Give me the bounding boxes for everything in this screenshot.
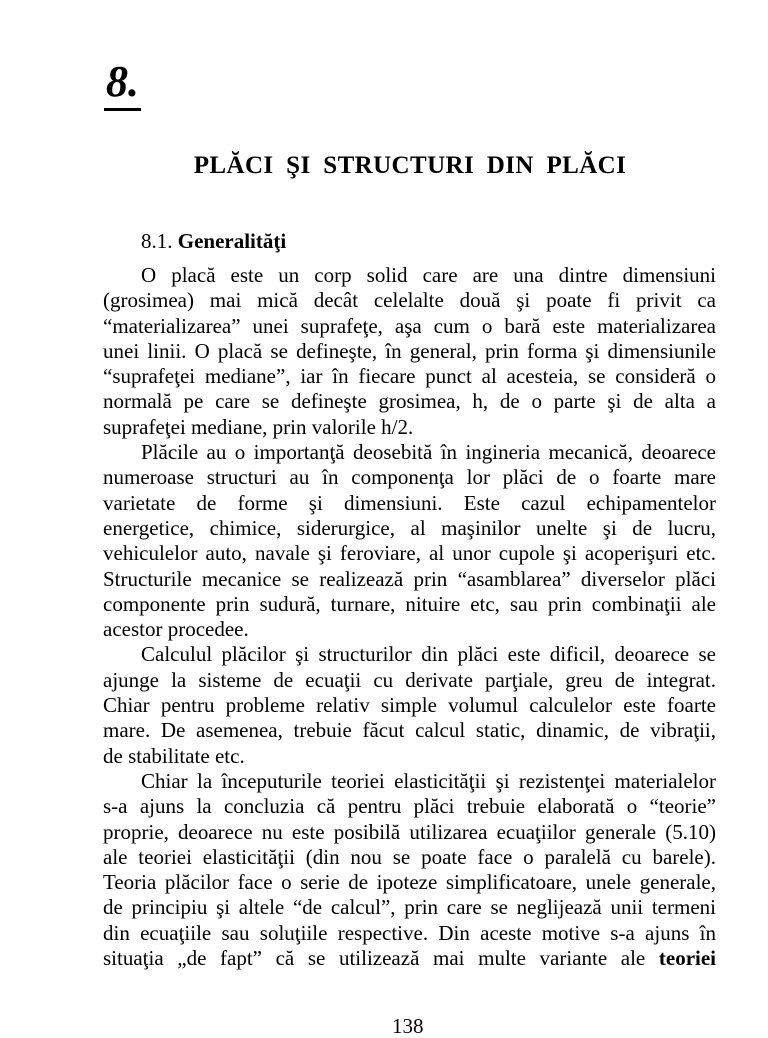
- text-line: Chiar pentru probleme relativ simple volumul calculelor este foarte: [103, 693, 716, 718]
- text-line: (grosimea) mai mică decât celelalte două şi poate fi privit ca: [103, 288, 716, 313]
- text-line: proprie, deoarece nu este posibilă utilizarea ecuaţiilor generale (5.10): [103, 819, 716, 844]
- text-line: “suprafeţei mediane”, iar în fiecare punct al acesteia, se consideră o: [103, 364, 716, 389]
- text-line: acestor procedee.: [103, 617, 249, 642]
- text-line: Chiar la începuturile teoriei elasticităţii şi rezistenţei materialelor: [141, 768, 716, 793]
- paragraph: [103, 769, 716, 971]
- text-line: s-a ajuns la concluzia că pentru plăci trebuie elaborată o “teorie”: [103, 794, 716, 819]
- paragraph: [103, 440, 716, 642]
- chapter-title: PLĂCI ŞI STRUCTURI DIN PLĂCI: [193, 152, 627, 179]
- text-line: normală pe care se defineşte grosimea, h, de o parte şi de alta a: [103, 389, 716, 414]
- text-line: de stabilitate etc.: [103, 743, 245, 768]
- text-line: mare. De asemenea, trebuie făcut calcul static, dinamic, de vibraţii,: [103, 718, 716, 743]
- text-line: Calculul plăcilor şi structurilor din plăci este dificil, deoarece se: [141, 642, 716, 667]
- text-line: de principiu şi altele “de calcul”, prin care se neglijează unii termeni: [103, 895, 716, 920]
- text-line: “materializarea” unei suprafeţe, aşa cum o bară este materializarea: [103, 313, 716, 338]
- text-line: ajunge la sisteme de ecuaţii cu derivate parţiale, greu de integrat.: [103, 667, 716, 692]
- text-line: Plăcile au o importanţă deosebită în ingineria mecanică, deoarece: [141, 440, 716, 465]
- text-line: energetice, chimice, siderurgice, al maşinilor unelte şi de lucru,: [103, 515, 716, 540]
- page-number: 138: [392, 1014, 424, 1038]
- text-line: varietate de forme şi dimensiuni. Este cazul echipamentelor: [103, 490, 716, 515]
- text-line: ale teoriei elasticităţii (din nou se poate face o paralelă cu barele).: [103, 844, 716, 869]
- text-line: [103, 946, 716, 971]
- text-line: unei linii. O placă se defineşte, în general, prin forma şi dimensiunile: [103, 338, 716, 363]
- text-line: Teoria plăcilor face o serie de ipoteze simplificatoare, unele generale,: [103, 870, 716, 895]
- text-line: componente prin sudură, turnare, nituire etc, sau prin combinaţii ale: [103, 591, 716, 616]
- chapter-number: 8.: [104, 56, 141, 111]
- section-number: 8.1.: [141, 229, 173, 253]
- section-title: Generalităţi: [177, 229, 287, 253]
- section-heading: [141, 227, 286, 255]
- text-line: numeroase structuri au în componenţa lor plăci de o foarte mare: [103, 465, 716, 490]
- text-line-content: situaţia „de fapt” că se utilizează mai multe variante ale: [103, 946, 646, 971]
- text-line: O placă este un corp solid care are una dintre dimensiuni: [141, 263, 716, 287]
- text-line: suprafeţei mediane, prin valorile h/2.: [103, 414, 414, 439]
- body-text: [103, 263, 716, 971]
- text-line: din ecuaţiile sau soluţiile respective. Din aceste motive s-a ajuns în: [103, 920, 716, 945]
- bold-term: teoriei: [658, 946, 717, 971]
- paragraph: [103, 263, 716, 440]
- text-line: Structurile mecanice se realizează prin “asamblarea” diverselor plăci: [103, 566, 716, 591]
- paragraph: [103, 642, 716, 768]
- text-line: vehiculelor auto, navale şi feroviare, al unor cupole şi acoperişuri etc.: [103, 541, 716, 566]
